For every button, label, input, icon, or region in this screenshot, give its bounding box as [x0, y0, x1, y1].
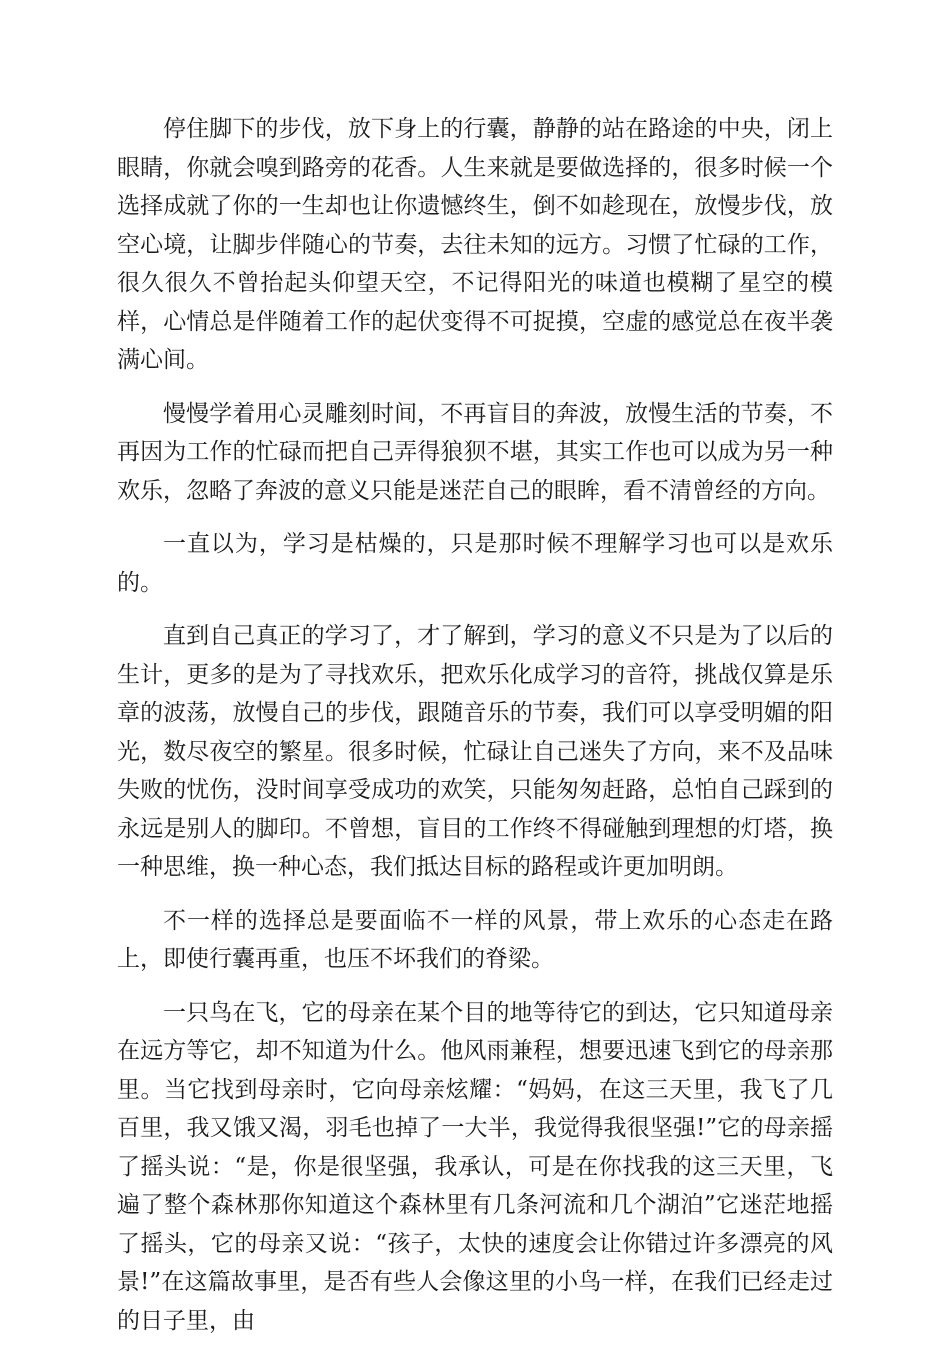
paragraph-5: 不一样的选择总是要面临不一样的风景，带上欢乐的心态走在路上，即使行囊再重，也压不坏我们的脊梁。: [117, 907, 833, 972]
paragraph-6: 一只鸟在飞，它的母亲在某个目的地等待它的到达，它只知道母亲在远方等它，却不知道为什么。他风雨兼程，想要迅速飞到它的母亲那里。当它找到母亲时，它向母亲炫耀：“妈妈，在这三天里，我飞了几百里，我又饿又渴，羽毛也掉了一大半，我觉得我很坚强!”它的母亲摇了摇头说：“是，你是很坚强，我承认，可是在你找我的这三天里，飞遍了整个森林那你知道这个森林里有几条河流和几个湖泊”它迷茫地摇了摇头，它的母亲又说：“孩子，太快的速度会让你错过许多漂亮的风景!”在这篇故事里，是否有些人会像这里的小鸟一样，在我们已经走过的日子里，由: [117, 999, 833, 1334]
paragraph-4: 直到自己真正的学习了，才了解到，学习的意义不只是为了以后的生计，更多的是为了寻找欢乐，把欢乐化成学习的音符，挑战仅算是乐章的波荡，放慢自己的步伐，跟随音乐的节奏，我们可以享受明媚的阳光，数尽夜空的繁星。很多时候，忙碌让自己迷失了方向，来不及品味失败的忧伤，没时间享受成功的欢笑，只能匆匆赶路，总怕自己踩到的永远是别人的脚印。不曾想，盲目的工作终不得碰触到理想的灯塔，换一种思维，换一种心态，我们抵达目标的路程或许更加明朗。: [117, 623, 833, 880]
paragraph-3: 一直以为，学习是枯燥的，只是那时候不理解学习也可以是欢乐的。: [117, 531, 833, 596]
paragraph-1: 停住脚下的步伐，放下身上的行囊，静静的站在路途的中央，闭上眼睛，你就会嗅到路旁的花香。人生来就是要做选择的，很多时候一个选择成就了你的一生却也让你遗憾终生，倒不如趁现在，放慢步伐，放空心境，让脚步伴随心的节奏，去往未知的远方。习惯了忙碌的工作，很久很久不曾抬起头仰望天空，不记得阳光的味道也模糊了星空的模样，心情总是伴随着工作的起伏变得不可捉摸，空虚的感觉总在夜半袭满心间。: [117, 116, 833, 373]
paragraph-2: 慢慢学着用心灵雕刻时间，不再盲目的奔波，放慢生活的节奏，不再因为工作的忙碌而把自己弄得狼狈不堪，其实工作也可以成为另一种欢乐，忽略了奔波的意义只能是迷茫自己的眼眸，看不清曾经的方向。: [117, 400, 833, 504]
document-body: [117, 110, 833, 1355]
